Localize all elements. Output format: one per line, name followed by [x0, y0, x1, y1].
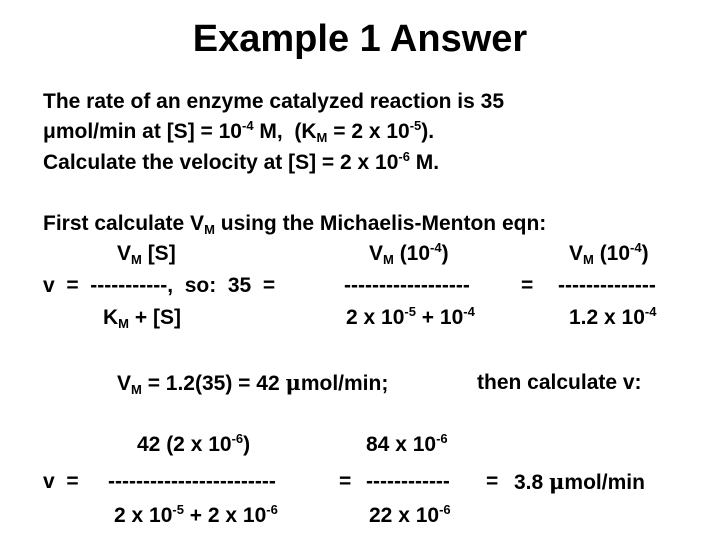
step1-denominator-1	[103, 305, 181, 331]
denominator-text: 2 x 10	[346, 306, 405, 329]
slide-title: Example 1 Answer	[192, 18, 528, 60]
step1-numerator-3	[569, 241, 649, 267]
problem-line-3-b: M.	[409, 151, 440, 174]
mu-symbol: μ	[549, 469, 565, 494]
exponent: -6	[398, 149, 410, 164]
variable: V	[117, 242, 132, 265]
step2-denominator-2	[369, 503, 451, 529]
step2-equals-1: =	[339, 470, 352, 493]
denominator-text: 2 x 10	[114, 504, 173, 527]
variable: V	[569, 242, 584, 265]
step1-denominator-2	[346, 305, 475, 331]
subscript: M	[383, 252, 394, 267]
numerator-close: )	[641, 242, 649, 265]
problem-line-2-b: M, (K	[253, 120, 317, 143]
answer-value: 3.8	[514, 471, 550, 494]
answer-unit: mol/min	[564, 471, 645, 494]
final-answer	[514, 469, 645, 496]
exponent: -6	[266, 502, 278, 517]
then-calculate-v: then calculate v:	[477, 371, 642, 394]
problem-line-2	[43, 119, 434, 145]
step1-heading	[43, 211, 546, 237]
result-vm	[117, 370, 388, 397]
problem-line-2-c: = 2 x 10	[327, 120, 410, 143]
numerator-close: )	[243, 433, 251, 456]
denominator-text: 22 x 10	[369, 504, 440, 527]
problem-line-3-a: Calculate the velocity at [S] = 2 x 10	[43, 151, 399, 174]
problem-line-3	[43, 150, 439, 176]
variable: K	[103, 306, 119, 329]
numerator-text: (10	[393, 242, 431, 265]
numerator-text: 84 x 10	[366, 433, 437, 456]
step1-fraction-bar-2: ------------------	[344, 274, 470, 297]
step1-denominator-3	[569, 305, 656, 331]
step1-equals: =	[521, 274, 534, 297]
denominator-text: 1.2 x 10	[569, 306, 645, 329]
denominator-text: + [S]	[129, 306, 181, 329]
subscript: M	[583, 252, 594, 267]
variable: V	[117, 372, 132, 395]
subscript: M	[316, 130, 328, 145]
denominator-text: + 10	[415, 306, 464, 329]
exponent: -5	[409, 118, 422, 133]
exponent: -4	[430, 240, 442, 255]
exponent: -5	[404, 304, 416, 319]
step1-numerator-2	[369, 241, 449, 267]
numerator-text: (10	[593, 242, 631, 265]
numerator-text: 42 (2 x 10	[137, 433, 232, 456]
exponent: -6	[231, 431, 244, 446]
step2-equals-2: =	[486, 470, 499, 493]
step1-heading-b: using the Michaelis-Menton eqn:	[214, 212, 547, 235]
exponent: -4	[644, 304, 657, 319]
numerator-text: [S]	[141, 242, 176, 265]
exponent: -4	[241, 118, 254, 133]
step1-equation-v: v = -----------, so: 35 =	[43, 274, 276, 297]
exponent: -5	[172, 502, 184, 517]
problem-line-2-d: ).	[421, 120, 435, 143]
step1-heading-a: First calculate V	[43, 212, 205, 235]
exponent: -6	[439, 502, 451, 517]
subscript: M	[204, 222, 215, 237]
step1-numerator-1	[117, 241, 176, 267]
variable: V	[369, 242, 384, 265]
denominator-text: + 2 x 10	[183, 504, 267, 527]
exponent: -4	[630, 240, 642, 255]
step2-denominator-1	[114, 503, 278, 529]
problem-line-1: The rate of an enzyme catalyzed reaction is 35	[43, 90, 505, 113]
exponent: -6	[436, 431, 448, 446]
step2-numerator-2	[366, 432, 448, 458]
step2-numerator-1	[137, 432, 250, 458]
result-text: = 1.2(35) = 42	[141, 372, 286, 395]
step2-fraction-bar-2: ------------	[366, 470, 450, 493]
subscript: M	[131, 252, 142, 267]
numerator-close: )	[441, 242, 449, 265]
mu-symbol: μ	[285, 370, 301, 395]
subscript: M	[131, 382, 142, 397]
step2-fraction-bar-1: ------------------------	[108, 470, 276, 493]
problem-line-2-a: μmol/min at [S] = 10	[43, 120, 242, 143]
exponent: -4	[463, 304, 475, 319]
step2-equation-v: v =	[43, 470, 79, 493]
subscript: M	[118, 316, 130, 331]
step1-fraction-bar-3: --------------	[558, 274, 656, 297]
result-unit: mol/min;	[300, 372, 389, 395]
